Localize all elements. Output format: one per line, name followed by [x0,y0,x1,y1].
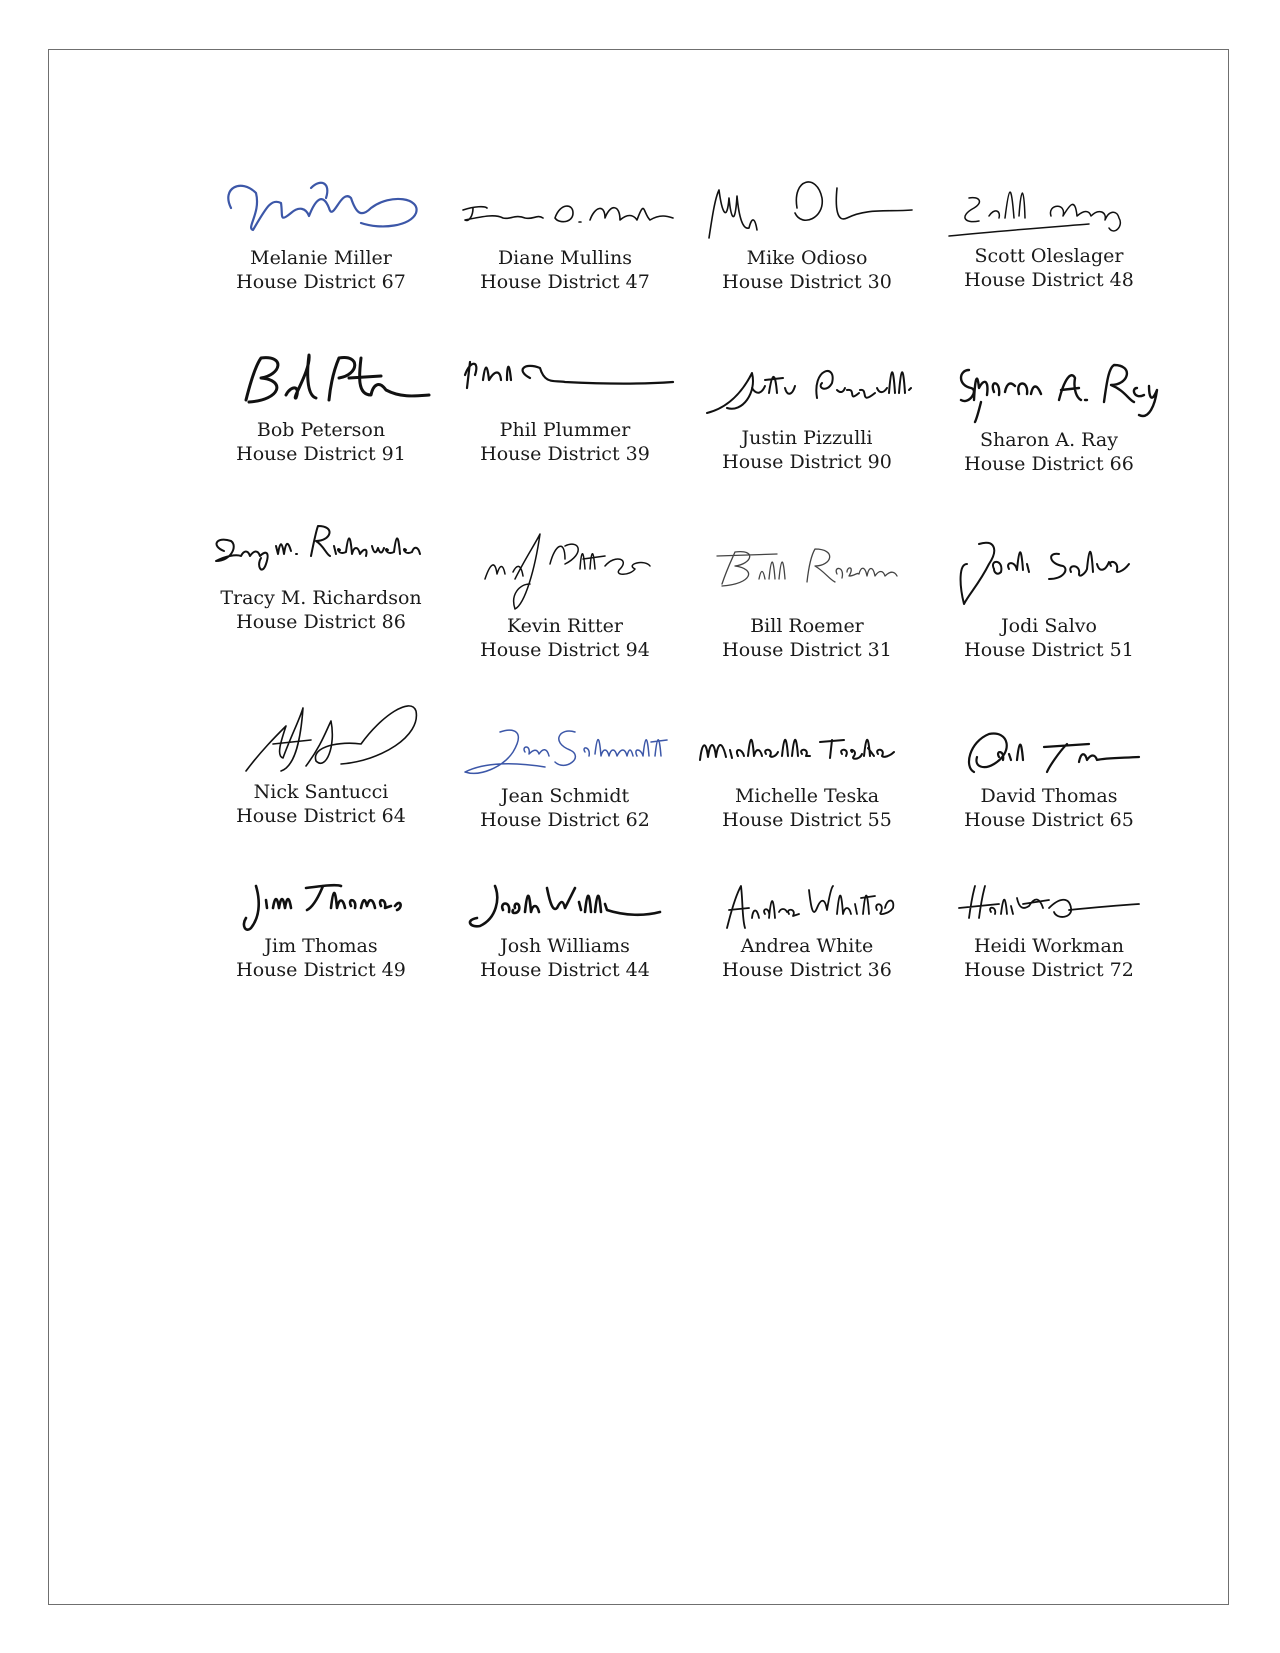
signature-block [929,166,1169,292]
handwritten-signature [697,878,917,934]
signer-district: House District 94 [480,639,650,661]
signer-district: House District 55 [722,809,892,831]
handwritten-signature [211,168,431,246]
signer-name: Phil Plummer [499,419,631,441]
signature-block [929,350,1169,476]
signer-name: Sharon A. Ray [980,429,1118,451]
signature-grid [49,50,1228,1604]
signature-block [929,878,1169,982]
handwritten-signature [939,878,1159,934]
handwritten-signature [939,350,1159,428]
signer-district: House District 66 [964,453,1134,475]
signature-block [445,168,685,294]
signature-block [201,696,441,828]
signer-district: House District 72 [964,959,1134,981]
signature-block [929,524,1169,662]
signer-name: Jean Schmidt [500,785,630,807]
signer-name: Josh Williams [500,935,630,957]
signer-district: House District 62 [480,809,650,831]
handwritten-signature [697,348,917,426]
handwritten-signature [939,712,1159,784]
signer-name: Michelle Teska [734,785,880,807]
signer-district: House District 91 [236,443,406,465]
handwritten-signature [939,524,1159,614]
signer-district: House District 30 [722,271,892,293]
handwritten-signature [211,878,431,934]
signer-name: Nick Santucci [253,781,389,803]
signature-block [445,524,685,662]
signer-district: House District 36 [722,959,892,981]
signer-name: David Thomas [980,785,1118,807]
signer-district: House District 67 [236,271,406,293]
signer-district: House District 51 [964,639,1134,661]
signer-name: Bob Peterson [256,419,386,441]
signature-block [445,340,685,466]
signature-block [201,168,441,294]
signer-district: House District 64 [236,805,406,827]
signer-district: House District 39 [480,443,650,465]
handwritten-signature [455,340,675,418]
signer-name: Melanie Miller [250,247,392,269]
signer-district: House District 31 [722,639,892,661]
signature-block [687,348,927,474]
signature-block [929,712,1169,832]
signer-name: Mike Odioso [746,247,868,269]
handwritten-signature [211,340,431,418]
signer-district: House District 47 [480,271,650,293]
handwritten-signature [939,166,1159,244]
signature-block [687,712,927,832]
signer-name: Bill Roemer [750,615,864,637]
signer-district: House District 49 [236,959,406,981]
handwritten-signature [692,712,922,784]
signature-block [687,878,927,982]
signer-name: Heidi Workman [973,935,1125,957]
handwritten-signature [211,696,431,780]
signer-name: Tracy M. Richardson [220,587,422,609]
signature-block [201,340,441,466]
signature-block [445,712,685,832]
handwritten-signature [697,524,917,614]
signer-district: House District 65 [964,809,1134,831]
signature-block [687,168,927,294]
signer-name: Andrea White [740,935,874,957]
signer-name: Diane Mullins [497,247,633,269]
signer-name: Jim Thomas [264,935,378,957]
signer-name: Kevin Ritter [507,615,623,637]
handwritten-signature [455,712,675,784]
signer-name: Scott Oleslager [974,245,1124,267]
document-page [48,49,1229,1605]
handwritten-signature [697,168,917,246]
signer-district: House District 90 [722,451,892,473]
handwritten-signature [206,506,436,586]
signer-name: Jodi Salvo [1001,615,1097,637]
handwritten-signature [455,168,675,246]
handwritten-signature [455,524,675,614]
signer-district: House District 44 [480,959,650,981]
signer-name: Justin Pizzulli [741,427,873,449]
signature-block [201,878,441,982]
signature-block [201,506,441,634]
handwritten-signature [455,878,675,934]
signature-block [687,524,927,662]
signer-district: House District 48 [964,269,1134,291]
signature-block [445,878,685,982]
signer-district: House District 86 [236,611,406,633]
